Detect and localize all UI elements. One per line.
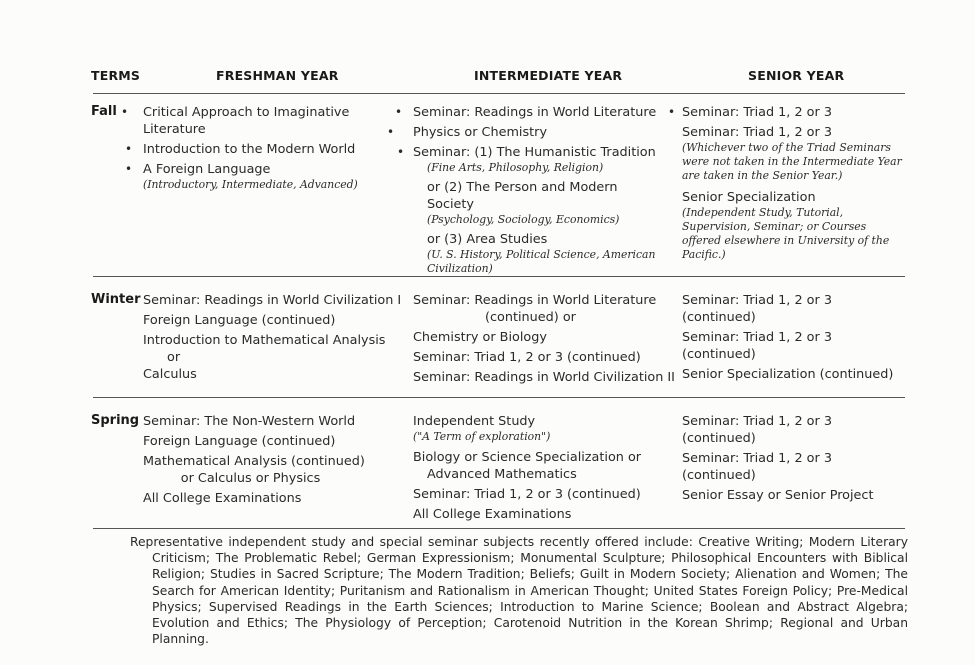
list-item <box>125 141 378 158</box>
bullet-icon: • <box>395 105 403 119</box>
course-note: (Independent Study, Tutorial, Supervision, Seminar; or Courses offered elsewhere in University of the Pacific.) <box>682 206 890 261</box>
term-fall: Fall <box>91 104 117 119</box>
course-text: Critical Approach to Imaginative Literature <box>143 105 350 137</box>
list-item: Seminar: Triad 1, 2 or 3 (continued) <box>413 487 641 502</box>
course-cont: (continued) or <box>485 310 576 325</box>
list-item: All College Examinations <box>413 507 572 522</box>
course-alt: or Calculus or Physics <box>180 471 321 486</box>
fall-divider <box>93 276 905 277</box>
list-item <box>395 104 661 121</box>
list-item: Independent Study <box>413 414 536 429</box>
list-item: Seminar: Readings in World Civilization II <box>413 370 675 385</box>
list-item: Seminar: Triad 1, 2 or 3 (continued) <box>682 414 832 446</box>
header-terms: TERMS <box>91 68 141 83</box>
list-item: Senior Specialization (continued) <box>682 367 894 382</box>
header-divider <box>93 93 905 94</box>
course-option: or (2) The Person and Modern Society <box>427 180 618 212</box>
list-item: Foreign Language (continued) <box>143 434 336 449</box>
list-item: Calculus <box>143 367 197 382</box>
list-item: Seminar: Readings in World Civilization I <box>143 293 402 308</box>
list-item: Seminar: Triad 1, 2 or 3 (continued) <box>682 330 832 362</box>
list-item: Senior Essay or Senior Project <box>682 488 874 503</box>
course-note: (Introductory, Intermediate, Advanced) <box>143 178 358 191</box>
winter-freshman-cell <box>143 292 408 386</box>
list-item <box>668 104 907 121</box>
footnote-text: Representative independent study and special seminar subjects recently offered include: Creative Writing; Modern Literary Criticism; The Problematic Rebel; German Expressionism; Monumental Sculpture; Philosophical Encounters with Biblical Religion; Studies in Sacred Scripture; The Modern Tradition; Beliefs; Guilt in Modern Society; Alienation and Women; The Search for American Identity; Puritanism and Rationalism in American Thought; United States Foreign Policy; Pre-Medical Physics; Supervised Readings in the Earth Sciences; Introduction to Marine Science; Boolean and Abstract Algebra; Evolution and Ethics; The Physiology of Perception; Carotenoid Nutrition in the Korean Shrimp; Regional and Urban Planning. <box>130 535 908 647</box>
fall-intermediate-cell <box>387 104 661 279</box>
course-text: Introduction to the Modern World <box>143 142 356 157</box>
list-item <box>397 144 661 161</box>
course-option: or (3) Area Studies <box>427 232 548 247</box>
course-note: (Whichever two of the Triad Seminars were not taken in the Intermediate Year are taken in the Senior Year.) <box>682 141 902 182</box>
list-item: Chemistry or Biology <box>413 330 547 345</box>
course-text: Physics or Chemistry <box>413 125 548 140</box>
course-text: Seminar: Readings in World Literature <box>413 105 657 120</box>
list-item <box>125 161 378 178</box>
list-item: Seminar: Triad 1, 2 or 3 (continued) <box>413 350 641 365</box>
course-text: Seminar: Triad 1, 2 or 3 <box>682 105 832 120</box>
bullet-icon: • <box>668 105 676 119</box>
list-item: Seminar: Readings in World Literature <box>413 293 657 308</box>
course-note: ("A Term of exploration") <box>413 430 551 443</box>
course-or: or <box>167 350 181 365</box>
bullet-icon: • <box>121 105 129 119</box>
bullet-icon: • <box>125 162 133 176</box>
list-item <box>121 104 378 138</box>
course-note: (U. S. History, Political Science, American Civilization) <box>427 248 656 275</box>
list-item: Biology or Science Specialization or <box>413 450 642 465</box>
header-senior-year: SENIOR YEAR <box>748 68 845 83</box>
course-text: Seminar: (1) The Humanistic Tradition <box>413 145 656 160</box>
list-item <box>387 124 661 141</box>
header-intermediate-year: INTERMEDIATE YEAR <box>474 68 623 83</box>
spring-intermediate-cell <box>413 413 678 526</box>
list-item: Seminar: The Non-Western World <box>143 414 356 429</box>
list-item: All College Examinations <box>143 491 302 506</box>
winter-intermediate-cell <box>413 292 678 389</box>
fall-freshman-cell <box>121 104 378 195</box>
spring-freshman-cell <box>143 413 408 510</box>
course-text: A Foreign Language <box>143 162 271 177</box>
list-item: Foreign Language (continued) <box>143 313 336 328</box>
course-alt: Advanced Mathematics <box>427 467 577 482</box>
list-item: Introduction to Mathematical Analysis <box>143 333 386 348</box>
list-item: Senior Specialization <box>682 190 816 205</box>
list-item: Seminar: Triad 1, 2 or 3 <box>682 125 832 140</box>
winter-senior-cell <box>682 292 907 386</box>
term-spring: Spring <box>91 413 140 428</box>
spring-divider <box>93 528 905 529</box>
bullet-icon: • <box>387 125 395 139</box>
course-note: (Psychology, Sociology, Economics) <box>427 213 620 226</box>
fall-senior-cell <box>668 104 907 265</box>
list-item: Seminar: Triad 1, 2 or 3 (continued) <box>682 451 832 483</box>
bullet-icon: • <box>125 142 133 156</box>
course-note: (Fine Arts, Philosophy, Religion) <box>427 161 604 174</box>
term-winter: Winter <box>91 292 141 307</box>
list-item: Seminar: Triad 1, 2 or 3 (continued) <box>682 293 832 325</box>
winter-divider <box>93 397 905 398</box>
header-freshman-year: FRESHMAN YEAR <box>216 68 339 83</box>
list-item: Mathematical Analysis (continued) <box>143 454 365 469</box>
spring-senior-cell <box>682 413 907 507</box>
bullet-icon: • <box>397 145 405 159</box>
footnote <box>130 534 908 647</box>
